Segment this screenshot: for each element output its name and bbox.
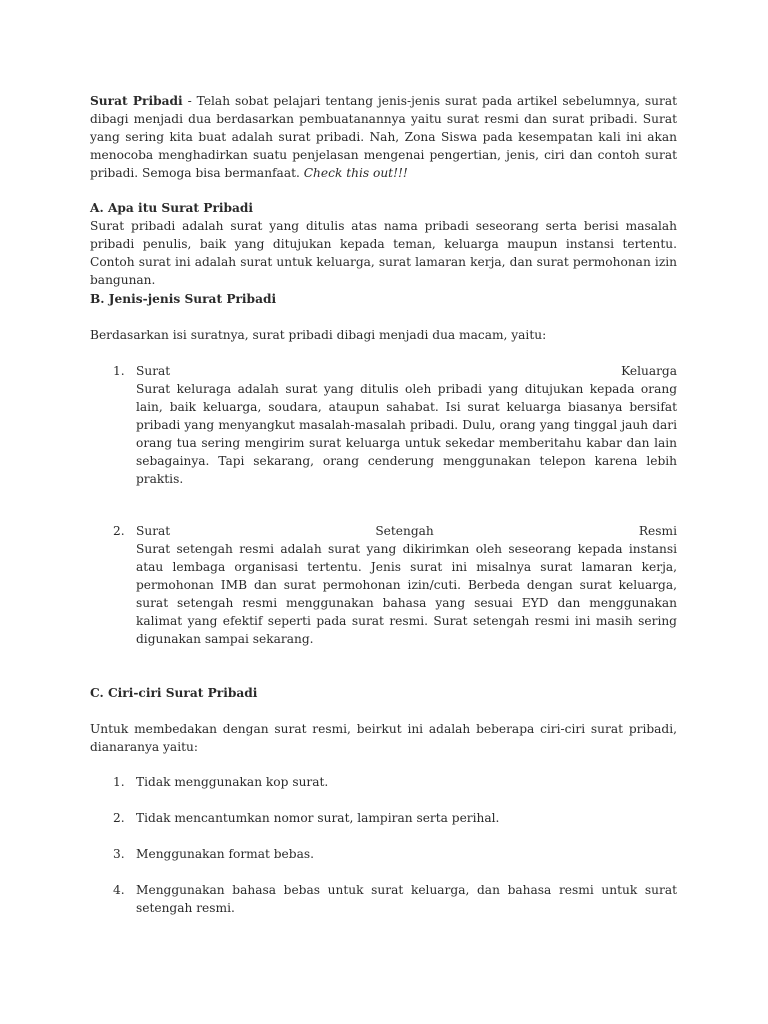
- intro-paragraph: [90, 92, 677, 182]
- intro-lead: Surat Pribadi: [90, 94, 183, 108]
- intro-italic: Check this out!!!: [303, 166, 408, 180]
- item-text: Menggunakan bahasa bebas untuk surat keluarga, dan bahasa resmi untuk surat setengah resmi.: [136, 883, 677, 915]
- item-text: Menggunakan format bebas.: [136, 847, 314, 861]
- item-text: Tidak menggunakan kop surat.: [136, 775, 329, 789]
- section-b-intro: Berdasarkan isi suratnya, surat pribadi dibagi menjadi dua macam, yaitu:: [90, 328, 547, 342]
- item-text: Surat keluraga adalah surat yang ditulis oleh pribadi yang ditujukan kepada orang lain, baik keluarga, soudara, ataupun sahabat. Isi surat keluarga biasanya bersifat pribadi yang menyangkut masalah-masalah pribadi. Dulu, orang yang tinggal jauh dari orang tua sering mengirim surat keluarga untuk sekedar memberitahu kabar dan lain sebagainya. Tapi sekarang, orang cenderung menggunakan telepon karena lebih praktis.: [136, 382, 677, 486]
- list-number: 2.: [113, 811, 125, 825]
- item-text: Surat setengah resmi adalah surat yang dikirimkan oleh seseorang kepada instansi atau lembaga organisasi tertentu. Jenis surat ini misalnya surat lamaran kerja, permohonan IMB dan surat permohonan izin/cuti. Berbeda dengan surat keluarga, surat setengah resmi menggunakan bahasa yang sesuai EYD dan menggunakan kalimat yang efektif seperti pada surat resmi. Surat setengah resmi ini masih sering digunakan sampai sekarang.: [136, 542, 677, 646]
- item-text: Tidak mencantumkan nomor surat, lampiran serta perihal.: [136, 811, 500, 825]
- section-c-intro: Untuk membedakan dengan surat resmi, beirkut ini adalah beberapa ciri-ciri surat pribadi, dianaranya yaitu:: [90, 722, 677, 754]
- item-title-row: [136, 362, 677, 380]
- list-number: 2.: [113, 524, 125, 538]
- section-a-heading: A. Apa itu Surat Pribadi: [90, 201, 254, 215]
- title-word: Surat: [136, 524, 171, 538]
- list-number: 3.: [113, 847, 125, 861]
- section-a-paragraph: Surat pribadi adalah surat yang ditulis atas nama pribadi seseorang serta berisi masalah pribadi penulis, baik yang ditujukan kepada teman, keluarga maupun instansi tertentu. Contoh surat ini adalah surat untuk keluarga, surat lamaran kerja, dan surat permohonan izin bangunan.: [90, 219, 677, 287]
- list-number: 1.: [113, 775, 125, 789]
- list-number: 1.: [113, 364, 125, 378]
- title-word: Resmi: [638, 524, 677, 538]
- list-number: 4.: [113, 883, 125, 897]
- section-c-heading: C. Ciri-ciri Surat Pribadi: [90, 686, 258, 700]
- intro-text: - Telah sobat pelajari tentang jenis-jenis surat pada artikel sebelumnya, surat dibagi menjadi dua berdasarkan pembuatanannya yaitu surat resmi dan surat pribadi. Surat yang sering kita buat adalah surat pribadi. Nah, Zona Siswa pada kesempatan kali ini akan menocoba menghadirkan suatu penjelasan mengenai pengertian, jenis, ciri dan contoh surat pribadi. Semoga bisa bermanfaat.: [90, 94, 678, 180]
- title-word: Keluarga: [621, 364, 677, 378]
- item-title-row: [136, 522, 677, 540]
- section-b-heading: B. Jenis-jenis Surat Pribadi: [90, 292, 277, 306]
- title-word: Surat: [136, 364, 171, 378]
- title-word: Setengah: [375, 524, 434, 538]
